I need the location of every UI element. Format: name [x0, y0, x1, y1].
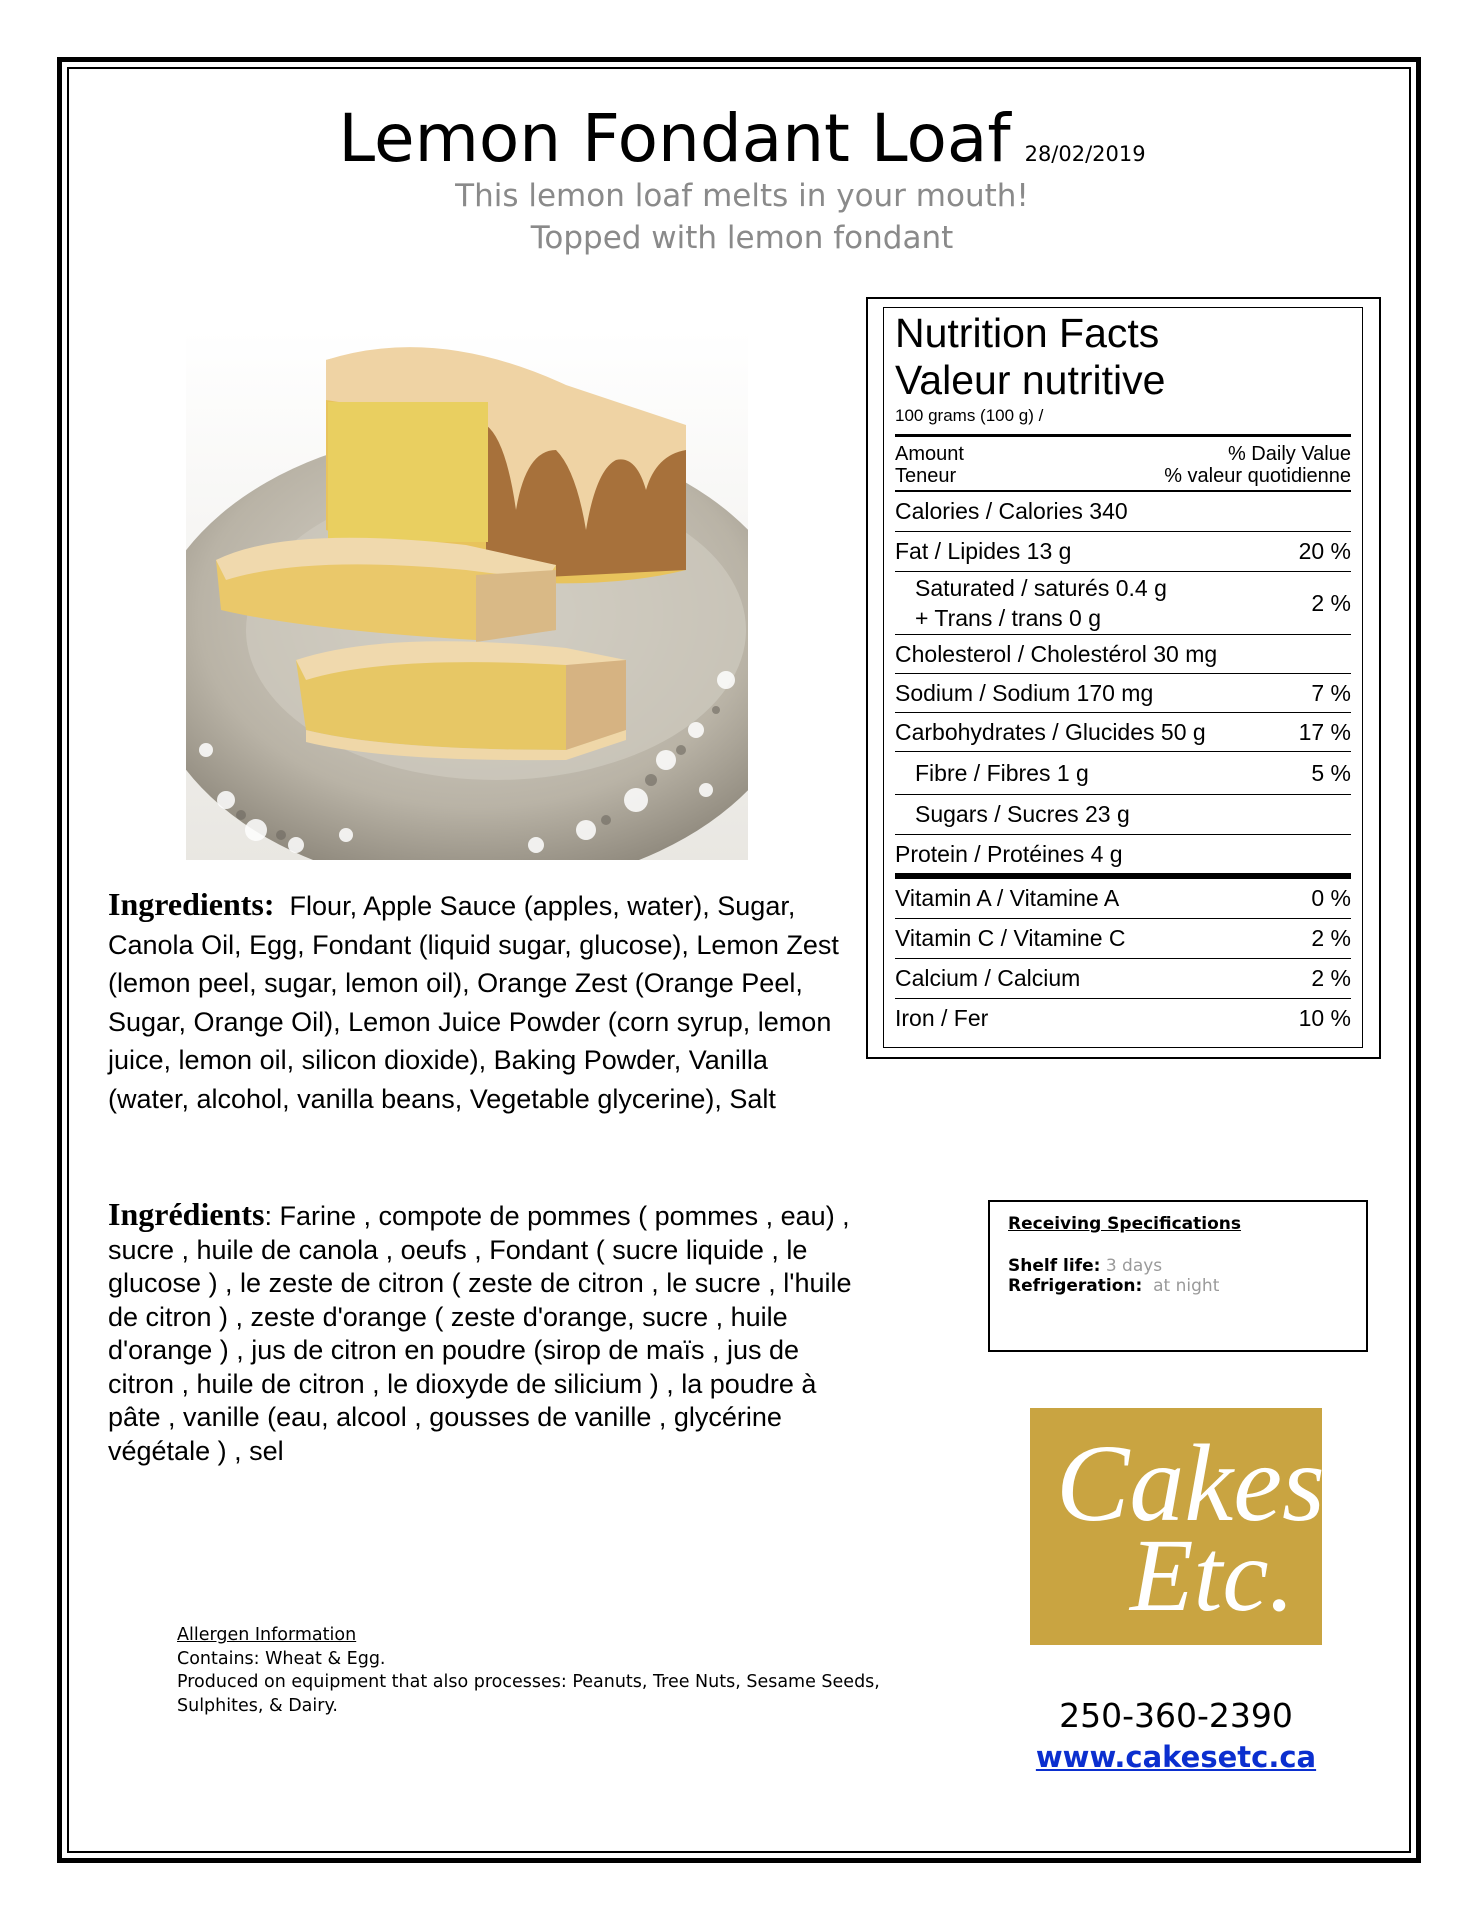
daily-value-label-fr: % valeur quotidienne [1164, 465, 1351, 487]
amount-label-en: Amount [895, 443, 964, 465]
ingredients-french [108, 1198, 856, 1468]
ingredients-label-en: Ingredients: [108, 886, 275, 922]
nutrition-row-vitamin-c [895, 919, 1351, 959]
nutrient-dv: 5 % [1311, 759, 1351, 786]
refrigeration-label: Refrigeration: [1008, 1276, 1143, 1296]
label-date: 28/02/2019 [1024, 142, 1146, 166]
nutrient-label: Vitamin A / Vitamine A [895, 885, 1120, 911]
shelf-life-label: Shelf life: [1008, 1256, 1101, 1276]
receiving-title: Receiving Specifications [1008, 1214, 1242, 1234]
nutrient-label: + Trans / trans 0 g [915, 605, 1102, 631]
nutrient-label: Protein / Protéines 4 g [895, 840, 1123, 867]
amount-label-fr: Teneur [895, 465, 957, 487]
ingredients-text-fr: : Farine , compote de pommes ( pommes , eau) , sucre , huile de canola , oeufs , Fondant ( sucre liquide , le glucose ) , le zeste de citron ( zeste de citron , le sucre , l'huile de citron ) , zeste d'orange ( zeste d'orange, sucre , huile d'orange ) , jus de citron en poudre (sirop de maïs , jus de citron , huile de citron , le dioxyde de silicium ) , la poudre à pâte , vanille (eau, alcool , gousses de vanille , glycérine végétale ) , sel [108, 1201, 852, 1466]
logo-word-etc: Etc. [1130, 1518, 1295, 1633]
nutrition-row-carbohydrates [895, 713, 1351, 752]
cakes-etc-logo [1030, 1408, 1325, 1645]
nutrient-dv: 2 % [1311, 925, 1351, 951]
title-line [0, 100, 1484, 177]
nutrient-label: Calories / Calories 340 [895, 498, 1128, 524]
shelf-life [1008, 1256, 1348, 1276]
website-link[interactable]: www.cakesetc.ca [1035, 1740, 1317, 1774]
nutrient-dv: 2 % [1311, 589, 1351, 616]
nutrient-label: Saturated / saturés 0.4 g [915, 575, 1167, 601]
refrigeration [1008, 1276, 1348, 1296]
nutrition-row-protein [895, 835, 1351, 879]
nutrient-label: Fibre / Fibres 1 g [915, 759, 1089, 786]
nutrient-label: Sugars / Sucres 23 g [915, 801, 1130, 827]
allergen-equipment: Produced on equipment that also processes: Peanuts, Tree Nuts, Sesame Seeds, Sulphites, & Dairy. [177, 1672, 880, 1716]
description-line-1: This lemon loaf melts in your mouth! [455, 178, 1029, 214]
nutrient-dv: 10 % [1298, 1005, 1351, 1031]
nutrient-label: Iron / Fer [895, 1005, 989, 1031]
nutrient-dv: 7 % [1311, 679, 1351, 706]
ingredients-label-fr: Ingrédients [108, 1196, 265, 1232]
refrigeration-value: at night [1153, 1276, 1220, 1296]
nutrient-label: Fat / Lipides 13 g [895, 538, 1072, 564]
allergen-information [177, 1624, 977, 1718]
nutrient-dv: 20 % [1298, 538, 1351, 564]
description-line-2: Topped with lemon fondant [530, 220, 954, 256]
ingredients-english [108, 885, 856, 1118]
product-title: Lemon Fondant Loaf [338, 100, 1011, 177]
nutrition-row-saturated [895, 572, 1351, 635]
nutrition-row-calories [895, 492, 1351, 532]
nutrient-dv: 17 % [1298, 718, 1351, 745]
logo-word-cakes: Cakes [1056, 1422, 1325, 1544]
nutrition-row-sugars [895, 795, 1351, 835]
phone-number: 250-360-2390 [1059, 1696, 1293, 1735]
nutrition-header-row [895, 437, 1351, 492]
nutrition-row-fibre [895, 752, 1351, 795]
nutrition-row-calcium [895, 959, 1351, 999]
product-description [0, 175, 1484, 259]
nutrient-label: Calcium / Calcium [895, 965, 1081, 991]
ingredients-text-en: Flour, Apple Sauce (apples, water), Sugar, Canola Oil, Egg, Fondant (liquid sugar, glucose), Lemon Zest (lemon peel, sugar, lemon oil), Orange Zest (Orange Peel, Sugar, Orange Oil), Lemon Juice Powder (corn syrup, lemon juice, lemon oil, silicon dioxide), Baking Powder, Vanilla (water, alcohol, vanilla beans, Vegetable glycerine), Salt [108, 891, 839, 1114]
allergen-contains: Contains: Wheat & Egg. [177, 1648, 386, 1669]
nutrient-label: Vitamin C / Vitamine C [895, 925, 1126, 951]
daily-value-label-en: % Daily Value [1227, 443, 1351, 465]
nutrition-title-fr: Valeur nutritive [895, 357, 1166, 403]
nutrient-dv: 2 % [1311, 965, 1351, 991]
shelf-life-value: 3 days [1105, 1256, 1163, 1276]
serving-size: 100 grams (100 g) / [895, 406, 1351, 437]
nutrient-dv: 0 % [1311, 885, 1351, 911]
allergen-title: Allergen Information [177, 1625, 357, 1645]
nutrition-row-iron [895, 999, 1351, 1038]
nutrition-row-cholesterol [895, 635, 1351, 674]
nutrition-facts-table [895, 310, 1351, 1038]
nutrient-label: Sodium / Sodium 170 mg [895, 679, 1154, 706]
nutrition-row-vitamin-a [895, 879, 1351, 919]
lemon-loaf-photo [186, 330, 748, 860]
nutrient-label: Carbohydrates / Glucides 50 g [895, 718, 1206, 745]
nutrition-row-sodium [895, 674, 1351, 713]
nutrition-row-fat [895, 532, 1351, 572]
nutrition-title-en: Nutrition Facts [895, 310, 1160, 356]
receiving-specifications-box [988, 1200, 1368, 1352]
nutrient-label: Cholesterol / Cholestérol 30 mg [895, 640, 1218, 667]
